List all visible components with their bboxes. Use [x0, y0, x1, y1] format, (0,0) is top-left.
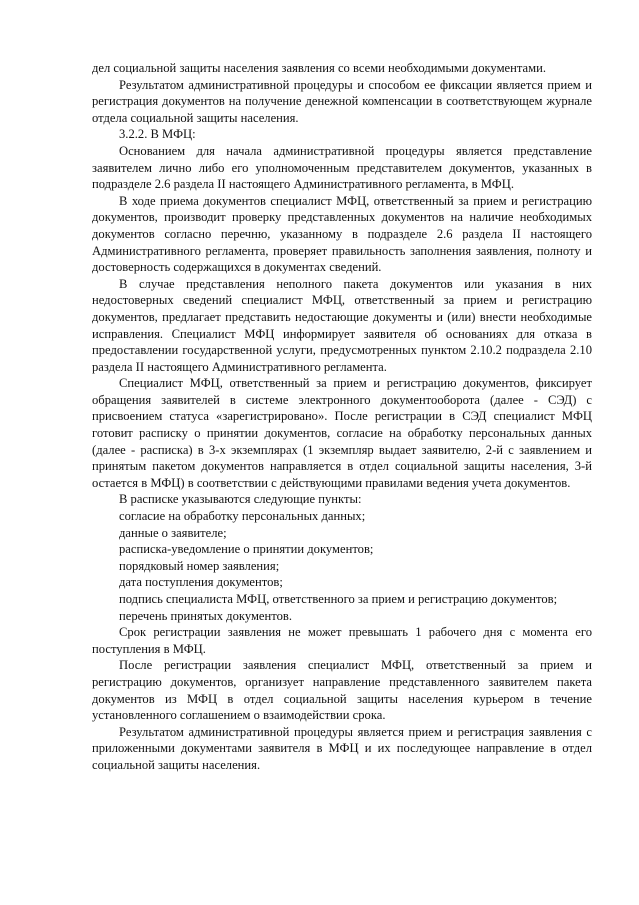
- paragraph: После регистрации заявления специалист МФЦ, ответственный за прием и регистрацию документов, организует направление представленного заявителем пакета документов из МФЦ в отдел социальной защиты населения курьером в течение установленного соглашением о взаимодействии срока.: [92, 658, 592, 723]
- paragraph: дел социальной защиты населения заявления со всеми необходимыми документами.: [92, 61, 546, 75]
- paragraph: В расписке указываются следующие пункты:: [119, 492, 362, 507]
- list-item: подпись специалиста МФЦ, ответственного за прием и регистрацию документов;: [119, 592, 558, 606]
- document-body: [92, 60, 592, 774]
- list-item: расписка-уведомление о принятии документов;: [119, 542, 374, 557]
- list-item: перечень принятых документов.: [119, 608, 292, 623]
- paragraph: Результатом административной процедуры является прием и регистрация заявления с приложенными документами заявителя в МФЦ и их последующее направление в отдел социальной защиты населения.: [92, 724, 592, 772]
- paragraph: Результатом административной процедуры и способом ее фиксации является прием и регистрация документов на получение денежной компенсации в соответствующем журнале отдела социальной защиты населения.: [92, 77, 592, 125]
- list-item: данные о заявителе;: [119, 525, 227, 540]
- paragraph: Специалист МФЦ, ответственный за прием и регистрацию документов, фиксирует обращения заявителей в системе электронного документооборота (далее - СЭД) с присвоением статуса «зарегистрировано». После регистрации в СЭД специалист МФЦ готовит расписку о принятии документов, согласие на обработку персональных данных (далее - расписка) в 3-х экземплярах (1 экземпляр выдает заявителю, 2-й с заявлением и принятым пакетом документов направляется в отдел социальной защиты населения, 3-й остается в МФЦ) в соответствии с действующими правилами ведения учета документов.: [92, 376, 592, 490]
- paragraph: В случае представления неполного пакета документов или указания в них недостоверных сведений специалист МФЦ, ответственный за прием и регистрацию документов, предлагает представить недостающие документы и (или) внести необходимые исправления. Специалист МФЦ информирует заявителя об основаниях для отказа в предоставлении государственной услуги, предусмотренных пунктом 2.10.2 подраздела 2.10 раздела II настоящего Административного регламента.: [92, 276, 592, 374]
- list-item: согласие на обработку персональных данных;: [119, 509, 366, 524]
- paragraph: В ходе приема документов специалист МФЦ, ответственный за прием и регистрацию документов, производит проверку представленных документов на наличие необходимых документов согласно перечню, указанному в подразделе 2.6 раздела II настоящего Административного регламента, проверяет правильность заполнения заявления, полноту и достоверность содержащихся в документах сведений.: [92, 193, 592, 275]
- paragraph: Срок регистрации заявления не может превышать 1 рабочего дня с момента его поступления в МФЦ.: [92, 625, 592, 656]
- section-heading: 3.2.2. В МФЦ:: [119, 127, 196, 142]
- paragraph: Основанием для начала административной процедуры является представление заявителем лично либо его уполномоченным представителем документов, указанных в подразделе 2.6 раздела II настоящего Административного регламента, в МФЦ.: [92, 143, 592, 192]
- list-item: дата поступления документов;: [119, 575, 283, 590]
- list-item: порядковый номер заявления;: [119, 558, 280, 573]
